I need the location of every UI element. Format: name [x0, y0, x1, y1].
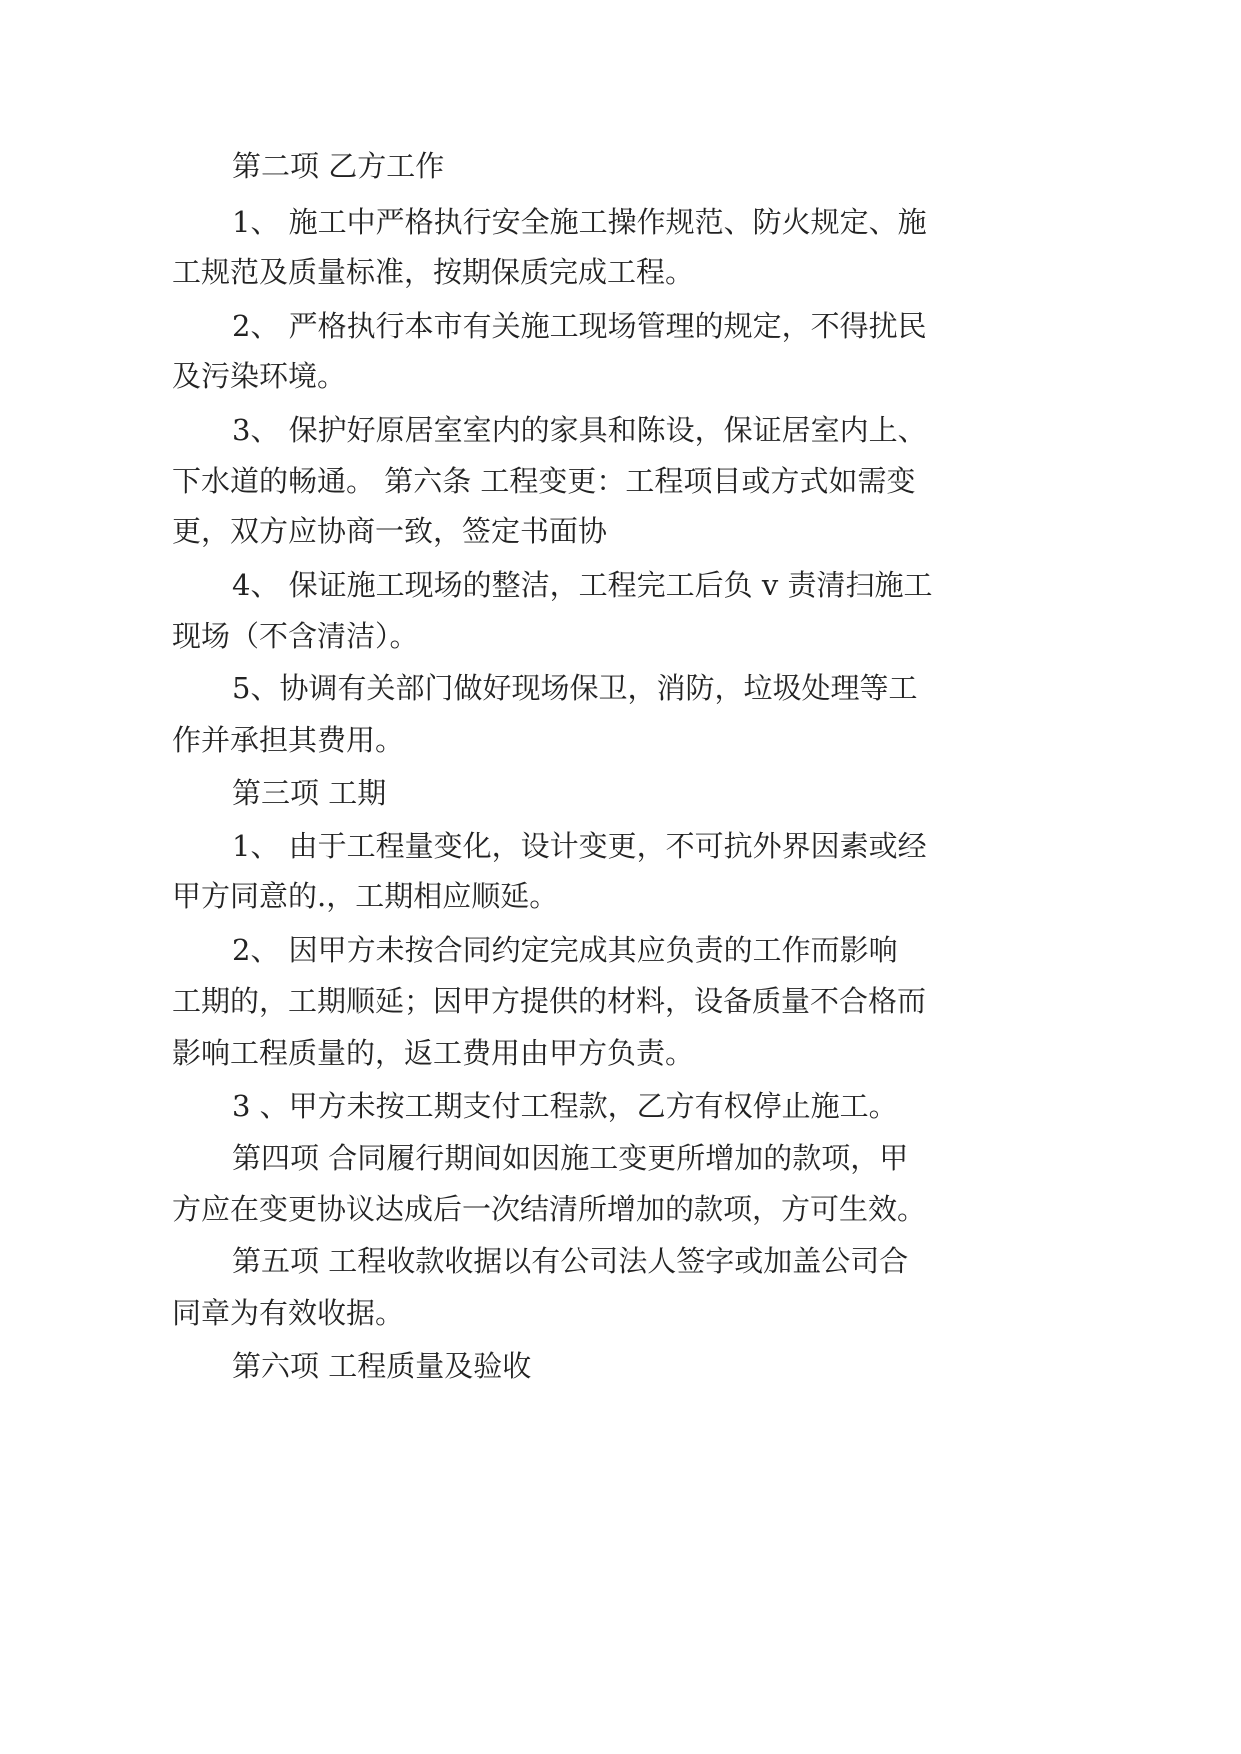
paragraph-line: 工规范及质量标准，按期保质完成工程。	[172, 255, 695, 289]
paragraph-line: 1、 由于工程量变化，设计变更，不可抗外界因素或经	[232, 829, 927, 863]
paragraph-line: 5、协调有关部门做好现场保卫，消防，垃圾处理等工	[232, 671, 918, 705]
paragraph-line: 及污染环境。	[172, 359, 347, 393]
paragraph-line: 方应在变更协议达成后一次结清所增加的款项，方可生效。	[172, 1192, 927, 1226]
paragraph-line: 1、 施工中严格执行安全施工操作规范、防火规定、施	[232, 205, 927, 239]
paragraph-line: 作并承担其费用。	[172, 723, 405, 757]
section-heading: 第六项 工程质量及验收	[232, 1349, 532, 1383]
paragraph-line: 第五项 工程收款收据以有公司法人签字或加盖公司合	[232, 1244, 909, 1278]
section-heading: 第三项 工期	[232, 776, 387, 810]
paragraph-line: 现场（不含清洁）。	[172, 619, 419, 653]
paragraph-line: 同章为有效收据。	[172, 1296, 405, 1330]
paragraph-line: 甲方同意的.，工期相应顺延。	[172, 879, 559, 913]
paragraph-line: 4、 保证施工现场的整洁，工程完工后负 v 责清扫施工	[232, 568, 933, 602]
paragraph-line: 3 、甲方未按工期支付工程款，乙方有权停止施工。	[232, 1089, 898, 1123]
paragraph-line: 2、 因甲方未按合同约定完成其应负责的工作而影响	[232, 933, 898, 967]
paragraph-line: 2、 严格执行本市有关施工现场管理的规定，不得扰民	[232, 309, 927, 343]
paragraph-line: 影响工程质量的，返工费用由甲方负责。	[172, 1036, 695, 1070]
paragraph-line: 第四项 合同履行期间如因施工变更所增加的款项，甲	[232, 1141, 909, 1175]
section-heading: 第二项 乙方工作	[232, 149, 445, 183]
paragraph-line: 3、 保护好原居室室内的家具和陈设，保证居室内上、	[232, 413, 927, 447]
paragraph-line: 更，双方应协商一致，签定书面协	[172, 514, 608, 548]
paragraph-line: 下水道的畅通。 第六条 工程变更：工程项目或方式如需变	[172, 464, 916, 498]
paragraph-line: 工期的，工期顺延；因甲方提供的材料，设备质量不合格而	[172, 984, 927, 1018]
